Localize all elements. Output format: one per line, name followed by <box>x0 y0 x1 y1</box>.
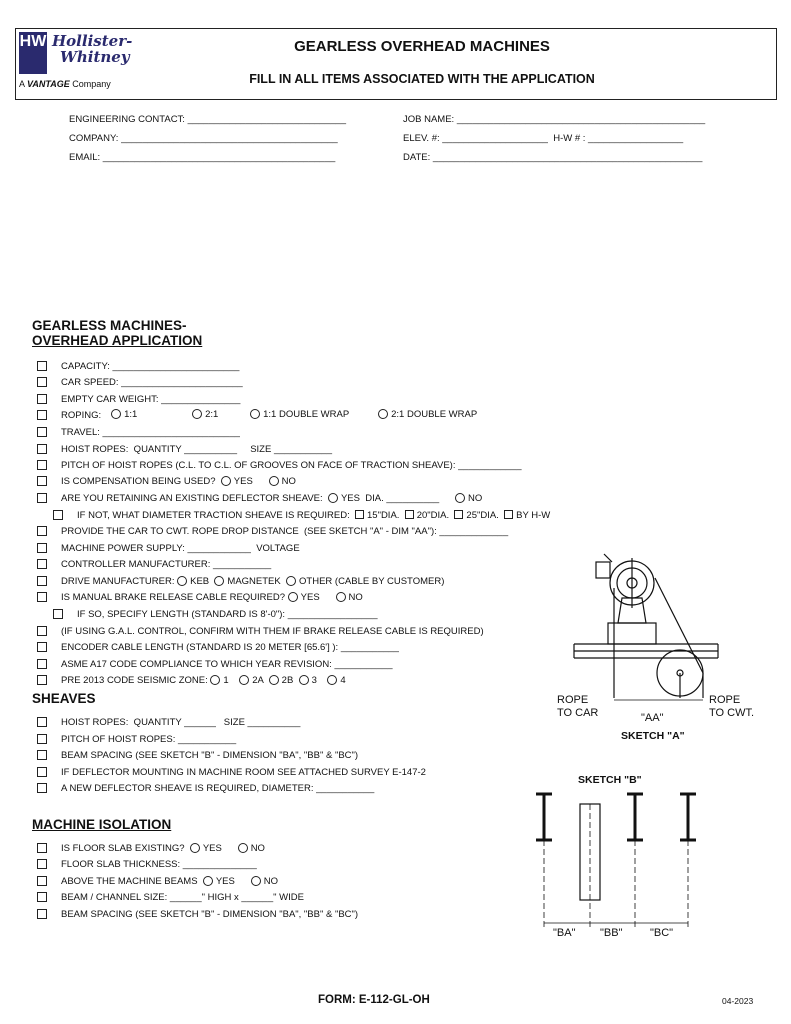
sheave-hoist-ropes-checkbox[interactable] <box>37 717 47 727</box>
revision-date: 04-2023 <box>722 996 754 1006</box>
sketch-b-dim-bb: "BB" <box>600 927 623 939</box>
roping-1-1-radio[interactable] <box>111 409 121 419</box>
vantage-company-line: A VANTAGE Company <box>19 79 111 89</box>
brake-release-cable-row: IS MANUAL BRAKE RELEASE CABLE REQUIRED? YES NO <box>37 592 363 606</box>
capacity-checkbox[interactable] <box>37 361 47 371</box>
above-beams-yes-radio[interactable] <box>203 876 213 886</box>
compensation-checkbox[interactable] <box>37 476 47 486</box>
hw-logo-text: Hollister- Whitney <box>52 32 133 66</box>
hoist-ropes-row: HOIST ROPES: QUANTITY __________ SIZE ___________ <box>37 444 332 458</box>
sketch-b-title: SKETCH "B" <box>578 774 642 786</box>
roping-2-1-radio[interactable] <box>192 409 202 419</box>
hoist-ropes-checkbox[interactable] <box>37 444 47 454</box>
car-speed-row: CAR SPEED: _______________________ <box>37 377 243 391</box>
sketch-a-rope-to-car-label: ROPE TO CAR <box>557 694 599 719</box>
pitch-hoist-ropes-checkbox[interactable] <box>37 460 47 470</box>
sketch-a-rope-to-cwt-label: ROPE TO CWT. <box>709 694 755 719</box>
brake-release-no-radio[interactable] <box>336 592 346 602</box>
deflector-mounting-row: IF DEFLECTOR MOUNTING IN MACHINE ROOM SEE ATTACHED SURVEY E-147-2 <box>37 767 426 781</box>
traction-sheave-diameter-row: IF NOT, WHAT DIAMETER TRACTION SHEAVE IS REQUIRED: 15"DIA. 20"DIA. 25"DIA. BY H-W <box>53 510 550 524</box>
brake-release-yes-radio[interactable] <box>288 592 298 602</box>
email-field[interactable]: EMAIL: ____________________________________________ <box>69 152 336 163</box>
floor-slab-existing-checkbox[interactable] <box>37 843 47 853</box>
sheave-25-checkbox[interactable] <box>454 510 463 519</box>
form-number: FORM: E-112-GL-OH <box>318 994 430 1006</box>
sheave-hoist-ropes-row: HOIST ROPES: QUANTITY ______ SIZE __________ <box>37 717 300 731</box>
rope-drop-distance-row: PROVIDE THE CAR TO CWT. ROPE DROP DISTANCE (SEE SKETCH "A" - DIM "AA"): _____________ <box>37 526 508 540</box>
empty-car-weight-checkbox[interactable] <box>37 394 47 404</box>
page-subtitle: FILL IN ALL ITEMS ASSOCIATED WITH THE APPLICATION <box>249 72 595 86</box>
empty-car-weight-row: EMPTY CAR WEIGHT: _______________ <box>37 394 240 408</box>
rope-drop-checkbox[interactable] <box>37 526 47 536</box>
sheave-15-checkbox[interactable] <box>355 510 364 519</box>
seismic-2a-radio[interactable] <box>239 675 249 685</box>
seismic-4-radio[interactable] <box>327 675 337 685</box>
capacity-row: CAPACITY: ________________________ <box>37 361 239 375</box>
seismic-3-radio[interactable] <box>299 675 309 685</box>
power-supply-checkbox[interactable] <box>37 543 47 553</box>
seismic-1-radio[interactable] <box>210 675 220 685</box>
floor-slab-thickness-row: FLOOR SLAB THICKNESS: ______________ <box>37 859 257 873</box>
sheave-beam-spacing-checkbox[interactable] <box>37 750 47 760</box>
brake-cable-length-checkbox[interactable] <box>53 609 63 619</box>
page-title: GEARLESS OVERHEAD MACHINES <box>294 38 550 55</box>
brake-release-checkbox[interactable] <box>37 592 47 602</box>
company-field[interactable]: COMPANY: _________________________________________ <box>69 133 338 144</box>
sheave-pitch-row: PITCH OF HOIST ROPES: ___________ <box>37 734 236 748</box>
elev-hw-field[interactable]: ELEV. #: ____________________ H-W # : __________________ <box>403 133 684 144</box>
beam-channel-size-checkbox[interactable] <box>37 892 47 902</box>
compensation-no-radio[interactable] <box>269 476 279 486</box>
section-sheaves-title: SHEAVES <box>32 691 96 706</box>
floor-slab-thickness-checkbox[interactable] <box>37 859 47 869</box>
drive-other-radio[interactable] <box>286 576 296 586</box>
section-gearless-overhead-title: GEARLESS MACHINES- OVERHEAD APPLICATION <box>32 318 203 348</box>
deflector-no-radio[interactable] <box>455 493 465 503</box>
roping-checkbox[interactable] <box>37 410 47 420</box>
deflector-sheave-checkbox[interactable] <box>37 493 47 503</box>
compensation-yes-radio[interactable] <box>221 476 231 486</box>
sketch-a-drawing <box>560 548 730 708</box>
drive-keb-radio[interactable] <box>177 576 187 586</box>
roping-2-1-double-wrap-radio[interactable] <box>378 409 388 419</box>
sheave-pitch-checkbox[interactable] <box>37 734 47 744</box>
seismic-zone-row: PRE 2013 CODE SEISMIC ZONE: 1 2A 2B 3 4 <box>37 675 346 689</box>
above-beams-checkbox[interactable] <box>37 876 47 886</box>
engineering-contact-field[interactable]: ENGINEERING CONTACT: ______________________________ <box>69 114 347 125</box>
job-name-field[interactable]: JOB NAME: _______________________________________________ <box>403 114 706 125</box>
travel-checkbox[interactable] <box>37 427 47 437</box>
floor-slab-yes-radio[interactable] <box>190 843 200 853</box>
sheave-by-hw-checkbox[interactable] <box>504 510 513 519</box>
floor-slab-existing-row: IS FLOOR SLAB EXISTING? YES NO <box>37 843 265 857</box>
encoder-cable-row: ENCODER CABLE LENGTH (STANDARD IS 20 METER [65.6'] ): ___________ <box>37 642 399 656</box>
floor-slab-no-radio[interactable] <box>238 843 248 853</box>
section-machine-isolation-title: MACHINE ISOLATION <box>32 817 172 832</box>
isolation-beam-spacing-row: BEAM SPACING (SEE SKETCH "B" - DIMENSION "BA", "BB" & "BC") <box>37 909 358 923</box>
isolation-beam-spacing-checkbox[interactable] <box>37 909 47 919</box>
pitch-hoist-ropes-row: PITCH OF HOIST ROPES (C.L. TO C.L. OF GROOVES ON FACE OF TRACTION SHEAVE): ____________ <box>37 460 522 474</box>
above-machine-beams-row: ABOVE THE MACHINE BEAMS YES NO <box>37 876 278 890</box>
controller-manufacturer-row: CONTROLLER MANUFACTURER: ___________ <box>37 559 271 573</box>
sketch-b-drawing <box>530 790 715 930</box>
traction-sheave-checkbox[interactable] <box>53 510 63 520</box>
beam-channel-size-row: BEAM / CHANNEL SIZE: ______" HIGH x ______" WIDE <box>37 892 304 906</box>
deflector-sheave-row: ARE YOU RETAINING AN EXISTING DEFLECTOR SHEAVE: YES DIA. __________ NO <box>37 493 482 507</box>
sketch-b-dim-ba: "BA" <box>553 927 576 939</box>
header-box <box>15 28 777 100</box>
drive-manufacturer-checkbox[interactable] <box>37 576 47 586</box>
date-field[interactable]: DATE: ___________________________________________________ <box>403 152 703 163</box>
roping-row: ROPING: 1:1 2:1 1:1 DOUBLE WRAP 2:1 DOUBLE WRAP <box>37 410 378 424</box>
drive-manufacturer-row: DRIVE MANUFACTURER: KEB MAGNETEK OTHER (CABLE BY CUSTOMER) <box>37 576 444 590</box>
encoder-cable-checkbox[interactable] <box>37 642 47 652</box>
machine-power-supply-row: MACHINE POWER SUPPLY: ____________ VOLTAGE <box>37 543 300 557</box>
sketch-a-dim-aa: "AA" <box>641 712 664 724</box>
seismic-zone-checkbox[interactable] <box>37 675 47 685</box>
sketch-a-title: SKETCH "A" <box>621 730 685 742</box>
drive-magnetek-radio[interactable] <box>214 576 224 586</box>
deflector-yes-radio[interactable] <box>328 493 338 503</box>
above-beams-no-radio[interactable] <box>251 876 261 886</box>
travel-row: TRAVEL: __________________________ <box>37 427 240 441</box>
new-deflector-checkbox[interactable] <box>37 783 47 793</box>
gal-control-row: (IF USING G.A.L. CONTROL, CONFIRM WITH THEM IF BRAKE RELEASE CABLE IS REQUIRED) <box>37 626 484 640</box>
sheave-beam-spacing-row: BEAM SPACING (SEE SKETCH "B" - DIMENSION "BA", "BB" & "BC") <box>37 750 358 764</box>
sheave-20-checkbox[interactable] <box>405 510 414 519</box>
roping-1-1-double-wrap-radio[interactable] <box>250 409 260 419</box>
hw-logo-mark: HW <box>19 32 47 74</box>
compensation-row: IS COMPENSATION BEING USED? YES NO <box>37 476 296 490</box>
brake-cable-length-row: IF SO, SPECIFY LENGTH (STANDARD IS 8'-0"): _________________ <box>53 609 378 623</box>
new-deflector-row: A NEW DEFLECTOR SHEAVE IS REQUIRED, DIAMETER: ___________ <box>37 783 374 797</box>
deflector-mounting-checkbox[interactable] <box>37 767 47 777</box>
asme-code-checkbox[interactable] <box>37 659 47 669</box>
gal-control-checkbox[interactable] <box>37 626 47 636</box>
asme-code-row: ASME A17 CODE COMPLIANCE TO WHICH YEAR REVISION: ___________ <box>37 659 393 673</box>
sketch-b-dim-bc: "BC" <box>650 927 674 939</box>
controller-manufacturer-checkbox[interactable] <box>37 559 47 569</box>
seismic-2b-radio[interactable] <box>269 675 279 685</box>
car-speed-checkbox[interactable] <box>37 377 47 387</box>
